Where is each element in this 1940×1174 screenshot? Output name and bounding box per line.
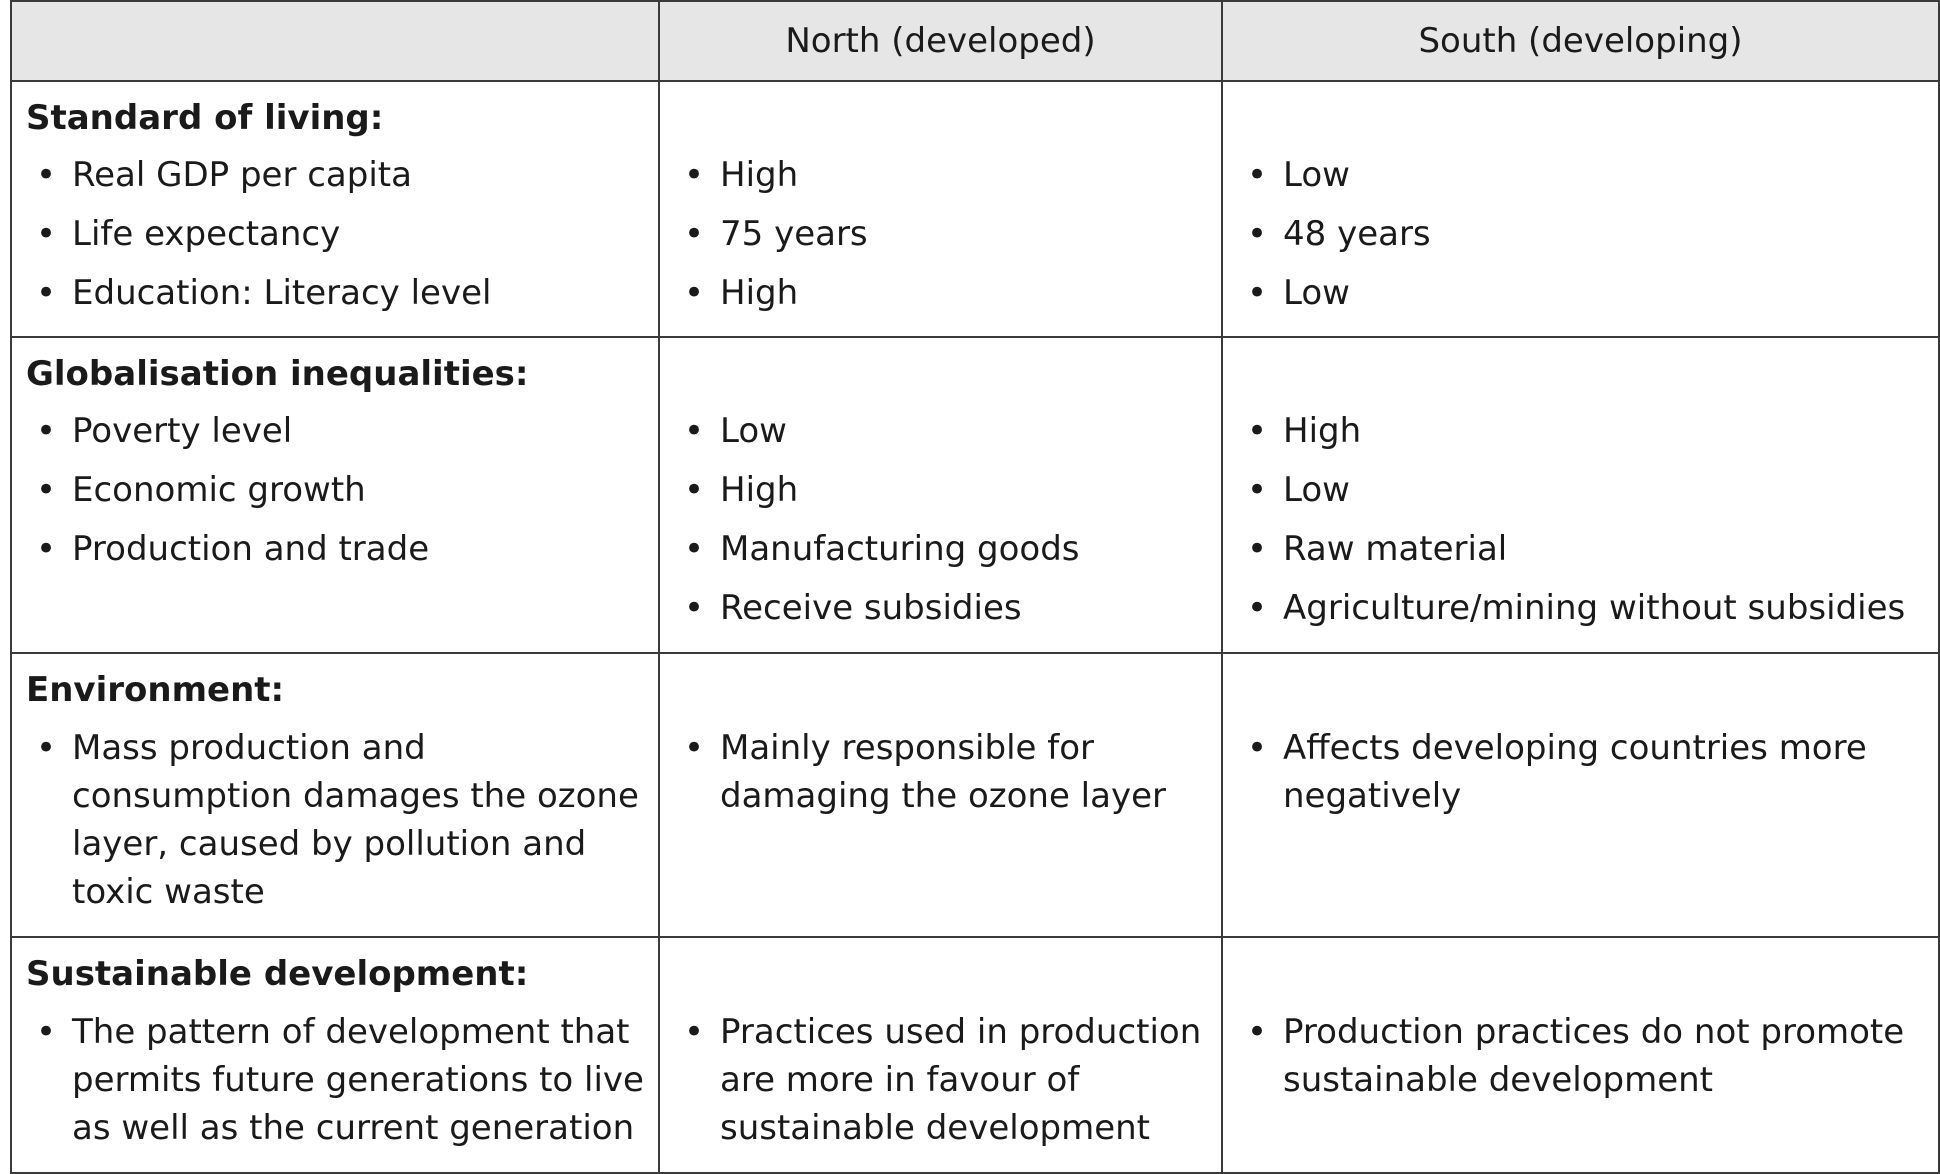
list-item: • 48 years: [1237, 205, 1924, 264]
list-item: • High: [674, 461, 1207, 520]
list-item: • The pattern of development that permits future generations to live as well as the current generation: [26, 1002, 644, 1158]
aspect-cell: [11, 337, 659, 653]
header-corner: [11, 1, 659, 81]
north-cell: [659, 937, 1222, 1173]
aspect-list: [26, 1002, 644, 1158]
list-item: • Mainly responsible for damaging the ozone layer: [674, 718, 1207, 826]
category-title: Standard of living:: [26, 98, 384, 138]
row-environment: [11, 653, 1939, 937]
list-item: • Manufacturing goods: [674, 520, 1207, 579]
list-item: • Low: [1237, 461, 1924, 520]
list-item: • Practices used in production are more in favour of sustainable development: [674, 1002, 1207, 1158]
north-cell: [659, 81, 1222, 337]
list-item: • High: [1237, 402, 1924, 461]
list-item: • Low: [1237, 146, 1924, 205]
row-globalisation-inequalities: [11, 337, 1939, 653]
aspect-list: [26, 146, 644, 323]
aspect-list: [26, 718, 644, 922]
north-cell: [659, 653, 1222, 937]
row-standard-of-living: [11, 81, 1939, 337]
list-item: • Mass production and consumption damages the ozone layer, caused by pollution and toxic waste: [26, 718, 644, 922]
list-item: • Poverty level: [26, 402, 644, 461]
south-list: [1237, 402, 1924, 638]
list-item: • Agriculture/mining without subsidies: [1237, 579, 1924, 638]
list-item: • Production and trade: [26, 520, 644, 579]
category-title: Environment:: [26, 670, 285, 710]
aspect-list: [26, 402, 644, 579]
list-item: • High: [674, 146, 1207, 205]
list-item: • Receive subsidies: [674, 579, 1207, 638]
header-south: South (developing): [1222, 1, 1939, 81]
header-row: [11, 1, 1939, 81]
north-list: [674, 1002, 1207, 1158]
list-item: • Life expectancy: [26, 205, 644, 264]
list-item: • Real GDP per capita: [26, 146, 644, 205]
category-title: Globalisation inequalities:: [26, 354, 529, 394]
list-item: • Low: [1237, 264, 1924, 323]
north-cell: [659, 337, 1222, 653]
row-sustainable-development: [11, 937, 1939, 1173]
aspect-cell: [11, 81, 659, 337]
list-item: • 75 years: [674, 205, 1207, 264]
aspect-cell: [11, 653, 659, 937]
list-item: • Affects developing countries more negatively: [1237, 718, 1924, 826]
south-cell: [1222, 81, 1939, 337]
south-cell: [1222, 653, 1939, 937]
south-list: [1237, 1002, 1924, 1110]
list-item: • Education: Literacy level: [26, 264, 644, 323]
south-cell: [1222, 337, 1939, 653]
comparison-table: [10, 0, 1940, 1174]
list-item: • Raw material: [1237, 520, 1924, 579]
south-list: [1237, 146, 1924, 323]
list-item: • Low: [674, 402, 1207, 461]
list-item: • Economic growth: [26, 461, 644, 520]
north-list: [674, 402, 1207, 638]
aspect-cell: [11, 937, 659, 1173]
south-list: [1237, 718, 1924, 826]
header-north: North (developed): [659, 1, 1222, 81]
list-item: • High: [674, 264, 1207, 323]
category-title: Sustainable development:: [26, 954, 529, 994]
north-list: [674, 718, 1207, 826]
north-list: [674, 146, 1207, 323]
south-cell: [1222, 937, 1939, 1173]
list-item: • Production practices do not promote sustainable development: [1237, 1002, 1924, 1110]
